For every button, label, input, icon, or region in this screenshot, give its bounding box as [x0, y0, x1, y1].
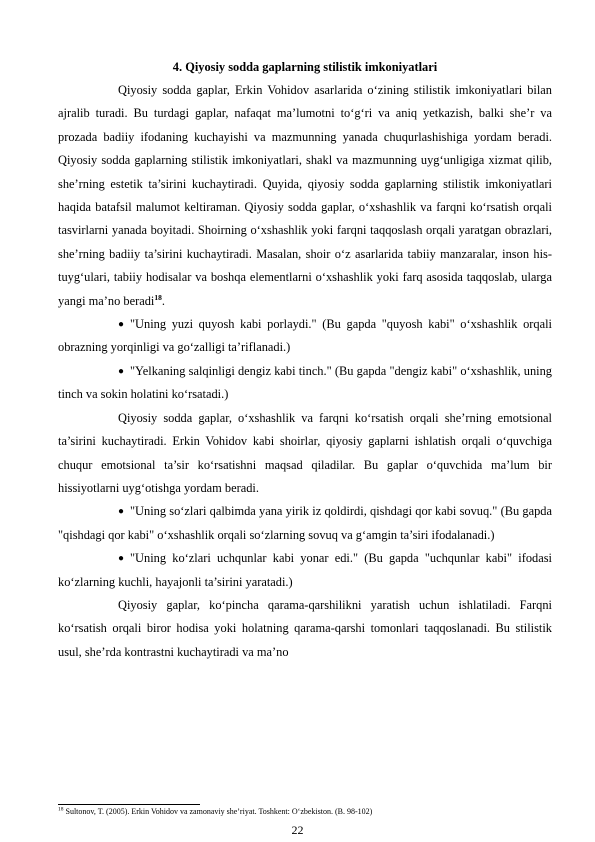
paragraph-1-text: Qiyosiy sodda gaplar, Erkin Vohidov asarlarida o‘zining stilistik imkoniyatlari bilan ajralib turadi. Bu turdagi gaplar, nafaqat ma’lumotni to‘g‘ri va aniq yetkazish, balki she’r va prozada badiiy ifodaning kuchayishi va mazmunning yanada chuqurlashishiga yordam beradi. Qiyosiy sodda gaplarning stilistik imkoniyatlari, shakl va mazmunning uyg‘unligiga xizmat qilib, she’rning estetik ta’sirini kuchaytiradi. Quyida, qiyosiy sodda gaplarning stilistik imkoniyatlari haqida batafsil malumot keltiraman. Qiyosiy sodda gaplar, o‘xshashlik va farqni ko‘rsatish orqali tasvirlarni yanada boyitadi. Shoirning o‘xshashlik yoki farqni taqqoslash orqali yaratgan obrazlari, she’rning badiiy ta’sirini kuchaytiradi. Masalan, shoir o‘z asarlarida tabiiy manzaralar, inson his-tuyg‘ulari, tabiiy hodisalar va boshqa elementlarni o‘xshashlik yoki farq asosida taqqoslab, ularga yangi ma’no beradi [58, 83, 552, 308]
footnote-reference[interactable]: 18 [154, 292, 162, 302]
paragraph-3-text: Qiyosiy gaplar, ko‘pincha qarama-qarshilikni yaratish uchun ishlatiladi. Farqni ko‘rsatish orqali biror hodisa yoki holatning qarama-qarshi tomonlari taqqoslanadi. Bu stilistik usul, she’rda kontrastni kuchaytiradi va ma’no [58, 597, 552, 659]
footnote-divider [58, 804, 200, 805]
footnote-text: Sultonov, T. (2005). Erkin Vohidov va zamonaviy she’riyat. Toshkent: O‘zbekiston. (B. 98-102) [63, 807, 373, 816]
paragraph-1-end: . [161, 293, 165, 308]
bullet-icon: ● [118, 506, 125, 518]
paragraph-1 [58, 79, 552, 313]
footnote-mark: 18 [58, 806, 64, 813]
section-heading: 4. Qiyosiy sodda gaplarning stilistik imkoniyatlari [172, 60, 438, 74]
bullet-icon: ● [118, 553, 125, 565]
body-text [58, 79, 552, 664]
page-number: 22 [291, 823, 304, 837]
bullet-item-1 [58, 313, 552, 360]
paragraph-2 [58, 407, 552, 501]
bullet-item-2 [58, 360, 552, 407]
bullet-item-3 [58, 500, 552, 547]
footnote [58, 807, 552, 817]
bullet-item-3-text: "Uning so‘zlari qalbimda yana yirik iz qoldirdi, qishdagi qor kabi sovuq." (Bu gapda "qishdagi qor kabi" o‘xshashlik orqali so‘zlarning sovuq va g‘amgin ta’siri ifodalanadi.) [58, 504, 552, 542]
bullet-item-4 [58, 547, 552, 594]
bullet-icon: ● [118, 319, 125, 331]
bullet-icon: ● [118, 365, 125, 377]
bullet-item-2-text: "Yelkaning salqinligi dengiz kabi tinch." (Bu gapda "dengiz kabi" o‘xshashlik, uning tinch va sokin holatini ko‘rsatadi.) [58, 363, 552, 402]
bullet-item-4-text: "Uning ko‘zlari uchqunlar kabi yonar edi." (Bu gapda "uchqunlar kabi" ifodasi ko‘zlarning kuchli, hayajonli ta’sirini yaratadi.) [58, 551, 552, 589]
bullet-item-1-text: "Uning yuzi quyosh kabi porlaydi." (Bu gapda "quyosh kabi" o‘xshashlik orqali obrazning yorqinligi va go‘zalligi ta’riflanadi.) [58, 317, 552, 355]
paragraph-2-text: Qiyosiy sodda gaplar, o‘xshashlik va farqni ko‘rsatish orqali she’rning emotsional ta’sirini kuchaytiradi. Erkin Vohidov kabi shoirlar, qiyosiy gaplarni ishlatish orqali o‘quvchiga chuqur emotsional ta’sir ko‘rsatishni maqsad qiladilar. Bu gaplar o‘quvchida ma’lum bir hissiyotlarni uyg‘otishga yordam beradi. [58, 410, 552, 495]
paragraph-3 [58, 594, 552, 664]
